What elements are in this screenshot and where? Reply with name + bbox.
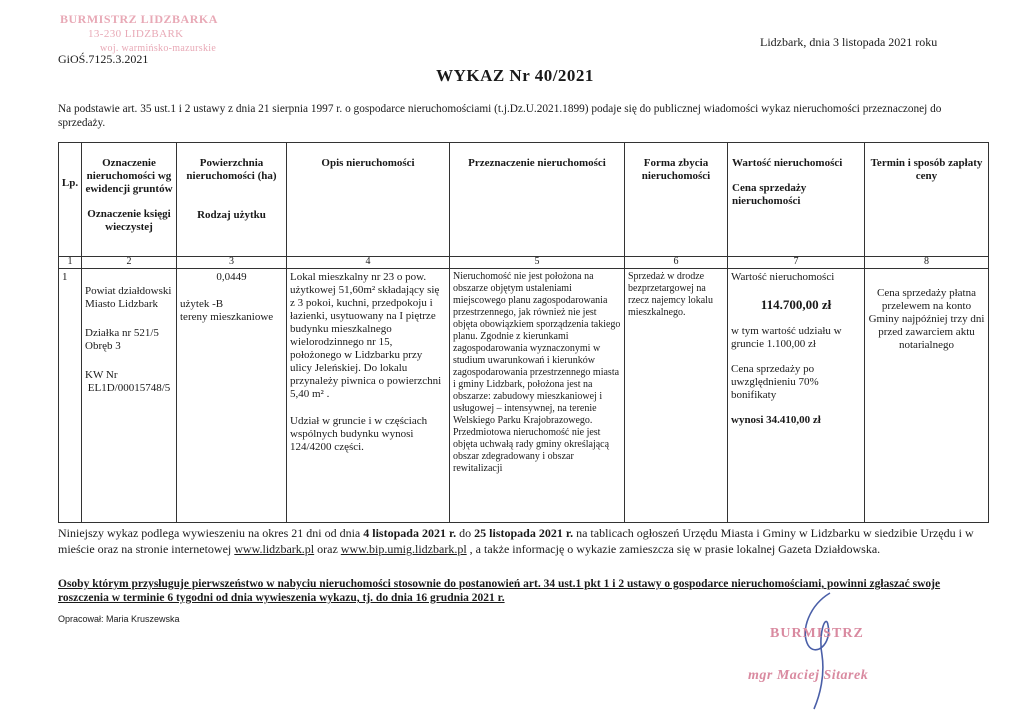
signature-title: BURMISTRZ bbox=[770, 626, 864, 641]
header-oznaczenie-kw: Oznaczenie księgi wieczystej bbox=[87, 208, 171, 233]
cell-lp: 1 bbox=[59, 269, 82, 523]
header-rodzaj: Rodzaj użytku bbox=[197, 209, 266, 221]
col-number: 1 bbox=[59, 257, 82, 269]
footer-paragraph: Niniejszy wykaz podlega wywieszeniu na okres 21 dni od dnia 4 listopada 2021 r. do 25 listopada 2021 r. na tablicach ogłoszeń Urzędu Miasta i Gminy w Lidzbarku w siedzibie Urzędu i w mieście oraz na stronie internetowej www.lidzbark.pl oraz www.bip.umig.lidzbark.pl , a także informację o wykazie zamieszcza się w prasie lokalnej Gazeta Działdowska. bbox=[58, 526, 974, 556]
header-forma: Forma zbycia nieruchomości bbox=[625, 143, 728, 257]
header-termin: Termin i sposób zapłaty ceny bbox=[865, 143, 989, 257]
col-number: 6 bbox=[625, 257, 728, 269]
col-number: 2 bbox=[82, 257, 177, 269]
stamp-line-1: BURMISTRZ LIDZBARKA bbox=[60, 12, 218, 26]
col-number: 8 bbox=[865, 257, 989, 269]
kw-label: KW Nr bbox=[85, 369, 118, 381]
table-row bbox=[59, 269, 989, 523]
opis-paragraph-1: Lokal mieszkalny nr 23 o pow. użytkowej 51,60m² składający się z 3 pokoi, kuchni, przedpokoju i łazienki, usytuowany na I piętrze budynku mieszkalnego wielorodzinnego nr 15, położonego w Lidzbarku przy ulicy Jeleńskiej. Do lokalu przynależy piwnica o powierzchni 5,40 m² . bbox=[290, 271, 442, 400]
col-number: 4 bbox=[287, 257, 450, 269]
header-wartosc: Wartość nieruchomości Cena sprzedaży nieruchomości bbox=[728, 143, 865, 257]
signature-scribble-icon bbox=[770, 585, 880, 715]
intro-paragraph: Na podstawie art. 35 ust.1 i 2 ustawy z dnia 21 sierpnia 1997 r. o gospodarce nieruchomościami (t.j.Dz.U.2021.1899) podaje się do publicznej wiadomości wykaz nieruchomości przeznaczonej do sprzedaży. bbox=[58, 103, 942, 129]
cena-value: wynosi 34.410,00 zł bbox=[731, 414, 821, 426]
link-bip[interactable]: www.bip.umig.lidzbark.pl bbox=[340, 542, 467, 556]
priority-notice: Osoby którym przysługuje pierwszeństwo w nabyciu nieruchomości stosownie do postanowień art. 34 ust.1 pkt 1 i 2 ustawy o gospodarce nieruchomościami, powinni zgłaszać swoje roszczenia w terminie 6 tygodni od dnia wywieszenia wykazu, tj. do dnia 16 grudnia 2021 r. bbox=[58, 578, 941, 604]
date-to: 25 listopada 2021 r. bbox=[474, 526, 574, 540]
cell-termin: Cena sprzedaży płatna przelewem na konto Gminy najpóźniej trzy dni przed zawarciem aktu notarialnego bbox=[865, 269, 989, 523]
cell-przeznaczenie: Nieruchomość nie jest położona na obszarze objętym ustaleniami miejscowego planu zagospodarowania przestrzennego, jak również nie jest objęta obowiązkiem sporządzenia takiego planu. Zgodnie z kierunkami zagospodarowania wyznaczonymi w studium uwarunkowań i kierunków zagospodarowania przestrzennego miasta i gminy Lidzbark, położona jest na obszarze: zabudowy mieszkaniowej i usługowej – intensywnej, na terenie Welskiego Parku Krajobrazowego. Przedmiotowa nieruchomość nie jest objęta uchwałą rady gminy określającą obszar zdegradowany i obszar rewitalizacji bbox=[450, 269, 625, 523]
header-oznaczenie: Oznaczenie nieruchomości wg ewidencji gruntów Oznaczenie księgi wieczystej bbox=[82, 143, 177, 257]
dzialka: Działka nr 521/5 bbox=[85, 327, 159, 339]
cena-label: Cena sprzedaży po uwzględnieniu 70% bonifikaty bbox=[731, 363, 819, 401]
header-lp: Lp. bbox=[59, 143, 82, 257]
tereny: tereny mieszkaniowe bbox=[180, 311, 274, 323]
cell-oznaczenie bbox=[82, 269, 177, 523]
prepared-by: Opracował: Maria Kruszewska bbox=[58, 614, 180, 624]
area-value: 0,0449 bbox=[216, 271, 247, 283]
uzytek: użytek -B bbox=[180, 298, 224, 310]
header-przeznaczenie: Przeznaczenie nieruchomości bbox=[450, 143, 625, 257]
header-powierzchnia: Powierzchnia nieruchomości (ha) Rodzaj użytku bbox=[177, 143, 287, 257]
cell-opis bbox=[287, 269, 450, 523]
place-date: Lidzbark, dnia 3 listopada 2021 roku bbox=[760, 35, 938, 49]
wartosc-value: 114.700,00 zł bbox=[760, 297, 832, 312]
oznaczenie-line-1: Powiat działdowski bbox=[85, 285, 172, 297]
stamp-line-3: woj. warmińsko-mazurskie bbox=[100, 43, 217, 54]
link-lidzbark[interactable]: www.lidzbark.pl bbox=[234, 542, 315, 556]
col-number: 5 bbox=[450, 257, 625, 269]
obreb: Obręb 3 bbox=[85, 340, 121, 352]
cell-powierzchnia bbox=[177, 269, 287, 523]
oznaczenie-line-2: Miasto Lidzbark bbox=[85, 298, 159, 310]
date-from: 4 listopada 2021 r. bbox=[363, 526, 457, 540]
signature-name: mgr Maciej Sitarek bbox=[748, 668, 869, 683]
wartosc-label: Wartość nieruchomości bbox=[731, 271, 835, 283]
cell-forma: Sprzedaż w drodze bezprzetargowej na rzecz najemcy lokalu mieszkalnego. bbox=[625, 269, 728, 523]
udzial-text: w tym wartość udziału w gruncie 1.100,00 zł bbox=[731, 325, 842, 350]
stamp-line-2: 13-230 LIDZBARK bbox=[88, 28, 184, 40]
opis-paragraph-2: Udział w gruncie i w częściach wspólnych budynku wynosi 124/4200 części. bbox=[290, 415, 428, 453]
header-opis: Opis nieruchomości bbox=[287, 143, 450, 257]
kw-value: EL1D/00015748/5 bbox=[87, 382, 171, 394]
reference-number: GiOŚ.7125.3.2021 bbox=[58, 52, 149, 66]
col-number: 3 bbox=[177, 257, 287, 269]
col-number: 7 bbox=[728, 257, 865, 269]
property-table bbox=[58, 142, 989, 523]
header-cena: Cena sprzedaży nieruchomości bbox=[732, 182, 807, 207]
cell-wartosc bbox=[728, 269, 865, 523]
document-title: WYKAZ Nr 40/2021 bbox=[436, 66, 594, 85]
